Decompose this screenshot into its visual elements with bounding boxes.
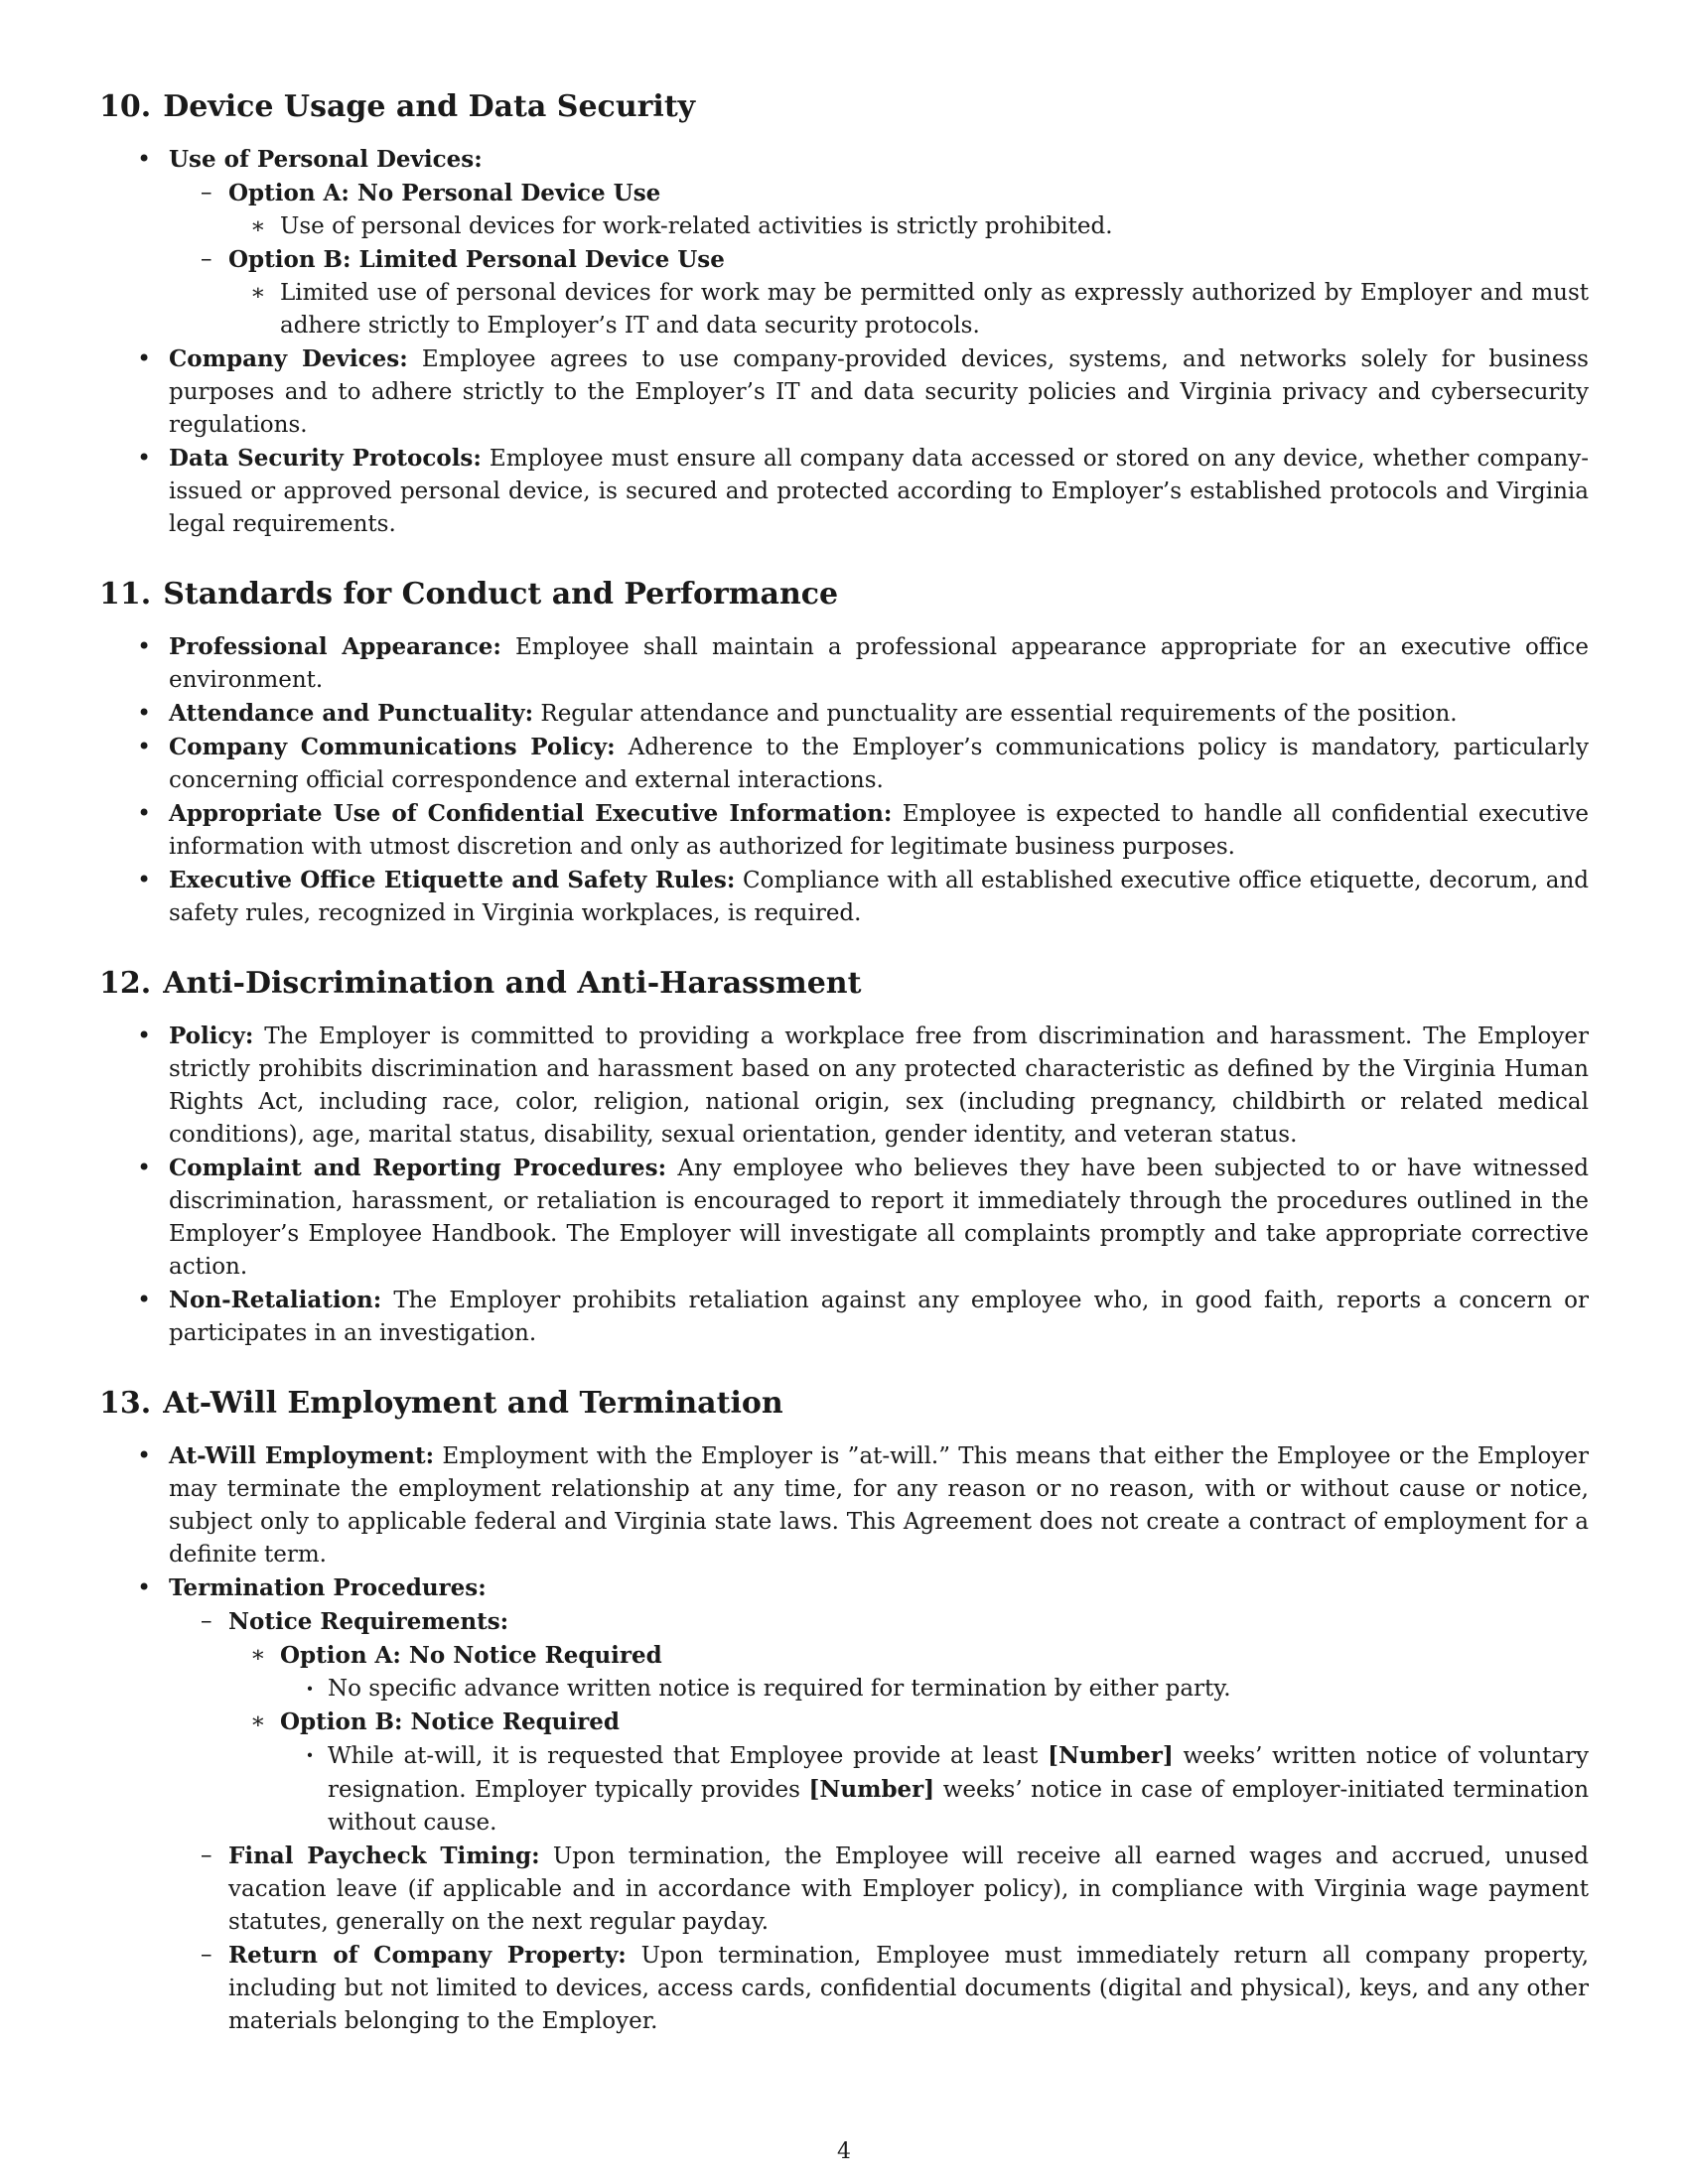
list-item: • Policy: The Employer is committed to providing a workplace free from discrimination and harassment. The Employer strictly prohibits discrimination and harassment based on any protected characteristic as defined by the Virginia Human Rights Act, including race, color, religion, national origin, sex (including pregnancy, childbirth or related medical conditions), age, marital status, disability, sexual orientation, gender identity, and veteran status.	[99, 1020, 1589, 1152]
list-item: · No specific advance written notice is required for termination by either party.	[280, 1673, 1589, 1706]
list-item: • Complaint and Reporting Procedures: Any employee who believes they have been subjected to or have witnessed discrimination, harassment, or retaliation is encouraged to report it immediately through the procedures outlined in the Employer’s Employee Handbook. The Employer will investigate all complaints promptly and take appropriate corrective action.	[99, 1152, 1589, 1284]
placeholder-number: [Number]	[808, 1776, 935, 1803]
list-item: • Professional Appearance: Employee shall maintain a professional appearance appropriate for an executive office environment.	[99, 630, 1589, 697]
list-item: ∗ Limited use of personal devices for work may be permitted only as expressly authorized by Employer and must adhere strictly to Employer’s IT and data security protocols.	[228, 277, 1589, 342]
list-item: • Executive Office Etiquette and Safety Rules: Compliance with all established executive office etiquette, decorum, and safety rules, recognized in Virginia workplaces, is required.	[99, 864, 1589, 930]
item-label: Termination Procedures:	[169, 1574, 487, 1601]
list-item	[99, 1571, 1589, 2038]
list-item	[169, 177, 1589, 243]
list-item: • Data Security Protocols: Employee must ensure all company data accessed or stored on any device, whether company-issued or approved personal device, is secured and protected according to Employer’s established protocols and Virginia legal requirements.	[99, 442, 1589, 541]
list-item: • Company Devices: Employee agrees to use company-provided devices, systems, and networks solely for business purposes and to adhere strictly to the Employer’s IT and data security policies and Virginia privacy and cybersecurity regulations.	[99, 342, 1589, 442]
section-heading: 11. Standards for Conduct and Performance	[99, 577, 839, 612]
list-item: ∗ Option B: Notice Required · While at-will, it is requested that Employee provide at least [Number] weeks’ written notice of voluntary resignation. Employer typically provides [Number] weeks’ notice in case of employer-initiated termination without cause.	[228, 1706, 1589, 1840]
section-10	[99, 89, 1589, 541]
section-heading: 10. Device Usage and Data Security	[99, 89, 696, 124]
list-item	[99, 143, 1589, 342]
list-item: – Return of Company Property: Upon termination, Employee must immediately return all company property, including but not limited to devices, access cards, confidential documents (digital and physical), keys, and any other materials belonging to the Employer.	[169, 1939, 1589, 2038]
list-item	[169, 243, 1589, 342]
list-item: • At-Will Employment: Employment with the Employer is ”at-will.” This means that either the Employee or the Employer may terminate the employment relationship at any time, for any reason or no reason, with or without cause or notice, subject only to applicable federal and Virginia state laws. This Agreement does not create a contract of employment for a definite term.	[99, 1439, 1589, 1571]
list-item: – Notice Requirements: ∗ Option A: No Notice Required · No specific advance written notice is required for termination by either party. ∗ Option B: Notice Required · While at-will, it is requested that Employee provide at least [Number] weeks’ written notice of voluntary resignation. Employer typically provides [Number] weeks’ notice in case of employer-initiated termination without cause.	[169, 1605, 1589, 1840]
list-item: • Attendance and Punctuality: Regular attendance and punctuality are essential requirements of the position.	[99, 697, 1589, 731]
item-label: Use of Personal Devices:	[169, 146, 483, 173]
option-label: Option A: No Personal Device Use	[228, 180, 661, 206]
list-item: • Company Communications Policy: Adherence to the Employer’s communications policy is mandatory, particularly concerning official correspondence and external interactions.	[99, 731, 1589, 797]
list-item: • Appropriate Use of Confidential Executive Information: Employee is expected to handle all confidential executive information with utmost discretion and only as authorized for legitimate business purposes.	[99, 797, 1589, 864]
list-item: – Final Paycheck Timing: Upon termination, the Employee will receive all earned wages and accrued, unused vacation leave (if applicable and in accordance with Employer policy), in compliance with Virginia wage payment statutes, generally on the next regular payday.	[169, 1840, 1589, 1939]
section-13	[99, 1386, 1589, 2038]
option-label: Option B: Limited Personal Device Use	[228, 246, 725, 273]
section-11	[99, 577, 1589, 930]
section-heading: 12. Anti-Discrimination and Anti-Harassment	[99, 966, 862, 1001]
document-page	[99, 89, 1589, 2074]
section-heading: 13. At-Will Employment and Termination	[99, 1386, 783, 1421]
page-number: 4	[837, 2139, 851, 2164]
list-item: • Non-Retaliation: The Employer prohibits retaliation against any employee who, in good faith, reports a concern or participates in an investigation.	[99, 1284, 1589, 1350]
list-item: ∗ Use of personal devices for work-related activities is strictly prohibited.	[228, 210, 1589, 243]
section-12	[99, 966, 1589, 1350]
list-item: · While at-will, it is requested that Employee provide at least [Number] weeks’ written notice of voluntary resignation. Employer typically provides [Number] weeks’ notice in case of employer-initiated termination without cause.	[280, 1739, 1589, 1840]
placeholder-number: [Number]	[1048, 1742, 1174, 1769]
list-item: ∗ Option A: No Notice Required · No specific advance written notice is required for termination by either party.	[228, 1639, 1589, 1706]
